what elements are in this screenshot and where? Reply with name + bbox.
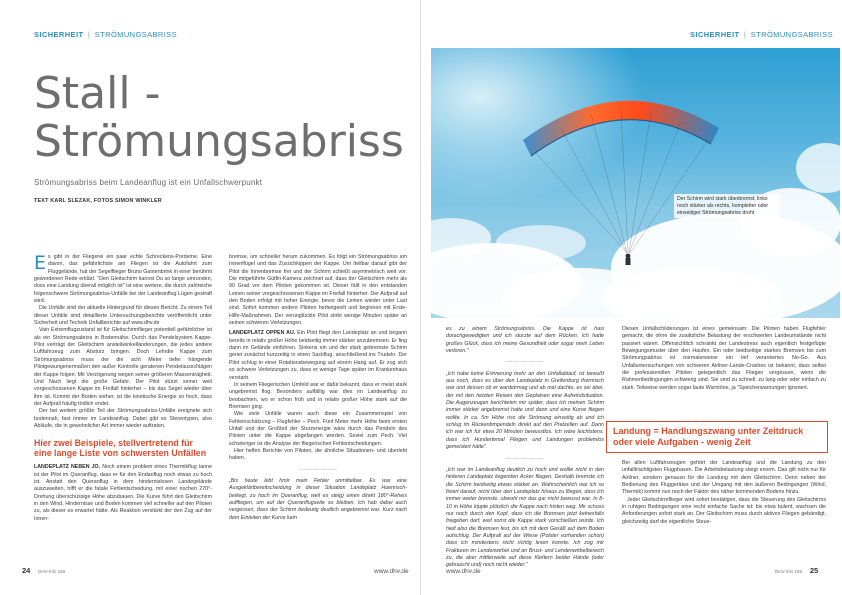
paragraph: Hier helfen Berichte von Piloten, die ähnliche Situationen- und überlebt haben. (229, 447, 407, 462)
article-credits: TEXT KARL SLEZAK, FOTOS SIMON WINKLER (34, 198, 162, 204)
section-label: SICHERHEIT (34, 30, 84, 39)
paragraph: In seinem Fliegerischen Umfeld war er dafür bekannt, dass er meist stark ungebremst flog. Besonders auffällig war dies im Landeanflug zu beobachten, wo er schon früh und in relativ großer Höhe stark auf die Bremsen ging. (229, 381, 407, 410)
paragraph: bremse, um schneller herum zukommen. Es folgt ein Strömungsabriss am Innenflügel und das Zusüchkippen der Kappe. Um Iteilbar darauf gibt der Pilot die Innenbremse frei und der Schirm schießt asymmetrisch weit vor. Die mitgeführte Gütfin-Kamera zeichnet auf, dass der Gleitschirm mehr als 90 Grad vor dem Piloten gekommen ist. Dieser fällt in den entstanden Leinen seiner vorgeschossenen Kappe im Freifall hinterher. Der Aufprall auf den Boden erfolgt mit hoher Energie, bevor die Leinen wieder unter Last sind. Sofort kommen andere Piloten herbeigeeilt und beginnen mit Erste-Hilfe-Maßnahmen. Der verunglückte Pilot stirbt wenige Minuten später an seinen schweren Verletzungen. (229, 254, 407, 327)
paragraph: Der bei weitem größte Teil der Strömungsabriss-Unfälle ereignete sich bodennah, fast immer im Landeanflug. Dabei gibt es Stereotypen, also Abläufe, die in gewohnlicher Art immer wieder auftraten. (34, 408, 212, 429)
section-header-left (34, 30, 177, 39)
paragraph: Die Unfälle sind der aktuelle Hintergrund für diesen Bericht. Zu einem Teil dieser Unfälle sind detaillierte Untersuchungsberichte veröffentlicht unter Sicherheit und Technik Unfallberichte auf www.dhv.de (34, 305, 212, 327)
footer-left (22, 566, 65, 575)
text-column-4-bottom (622, 460, 826, 572)
footer-right (775, 566, 818, 575)
magazine-issue: DHV-Info 189 (38, 569, 66, 574)
quote-paragraph: „Ich war im Landeanflug deutlich zu hoch und wollte nicht in den hinteren Landeplatz liegenden Acker fliegen. Deshalb bremste ich die Schirm beidseitig etwas stärker an. Wahrscheinlich war ich so fixiert darauf, nicht über den Landeplatz hinaus zu fliegen, dass ich immer weiter bremste, obwohl mir das gar nicht bewusst war. In 8-10 m Höhe kippte plötzlich die Kappe nach hinten weg. Mir schoss nur noch durch den Kopf, dass ich die Bremsen jetzt keinesfalls freigeben darf, weil sonst die Kappe stark vorschießen würde. Ich hielt also die Bremsen fest, bis ich mit dem Gesäß auf dem Boden aufschlug. Der Aufprall auf der Wiese (Polster vorhanden schon) dass ich mindestens nicht richtig lesen konnte. Ich zog mir Frakturen im Lendenwirbel und an Brust- und Lendenwirbelbereich zu, die aber mittlerweile auf diese Klettern beider Hände (oder gebraucht und) noch nicht wieder." (446, 466, 604, 569)
title-line-1: Stall - (34, 68, 161, 119)
section-separator: | (743, 30, 747, 39)
paraglider-photo (431, 48, 840, 318)
text-column-2 (229, 254, 407, 572)
article-title (34, 70, 414, 166)
pull-quote-line-2: oder viele Aufgaben - wenig Zeit (613, 437, 751, 447)
sky-illustration (431, 48, 840, 318)
title-line-2: Strömungsabriss (34, 116, 404, 167)
pilot (626, 254, 631, 265)
section-label: SICHERHEIT (690, 30, 740, 39)
page-number: 25 (809, 566, 819, 575)
page-number: 24 (22, 566, 31, 575)
section-separator: | (87, 30, 91, 39)
paragraph: Bei allen Luftfahrzeugen gehört der Landeanflug und die Landung zu den unfallträchtigsten Flugphasen. Die Arbeitsbelastung steigt enorm. Das gilt nicht nur für Airliner, sondern genauso für die Landung mit dem Gleitschirm. Denn neben der Bedienung des Fluggerätes und der Umgang mit den äußeren Bedingungen (Wind, Thermik) kommt nun noch der Faktor des näher kommenden Bodens hinzu. (622, 460, 826, 496)
section-header-right (690, 30, 833, 39)
paragraph: Vain Extremflugzustand ist für Gleitschirmflieger potentiell gefährlicher ist als ein Strömungsabriss in Bodennähe. Durch das Pendelsystem Kappe-Pilot verträgt der Gleitschirm ansteilwinkelländerungen, die jedes andere Luftfahrzeug zum Absturz bringen. Doch Lehrdie Kappe zum Strömungsabriss muss der die acht Meter tiefer hängende Pilotgewungenermaßen den außer Kontrolle geratenen Pendelausschlägen der Kappe folgen. Mit Verzögerung wegen seiner größeren Massenträgheit. Und Nach liegt die große Gefahr. Der Pilot stürzt seiner weit vorgeschossenen Kappe im Freifall hinterher – bis das Segel wieder über ihm ist. Kommt der Boden vorher, ist die kinetische Energie so hoch, dass der Aufprall häufig tödlich endet. (34, 327, 212, 407)
section-topic: STRÖMUNGSABRISS (750, 30, 834, 39)
text-column-3 (446, 326, 604, 572)
paragraph: Diesen Unfallschilderungen ist eines gemeinsam: Die Piloten haben Flugfehler gemacht, die ohne die zusätzliche Belastung der erschwerten Landeumstände nicht passiert wären. Offensichtlich schränkt der Landestress auch eigentlich festgefügte Bewegungsmuster über den Haufen. Ein oder beidseitige starkes Bremsen bis zum Strömungsabriss ist normalerweise ein tief verankertes No-Go. Aus Unfalluntersuchungen von schweren Airliner-Lande-Crashes ist bekannt, dass selbst die professionellen Piloten gelegentlich das Fliegen vergessen, wenn die Rahmenbedingungen schwierig sind. Sie sind zu schnell, zu lang oder oder einfach zu stark. Teilweise werden sogar laute Warntöne, ja "Speicherwarnungen ignoriert. (622, 326, 826, 391)
subheading: Hier zwei Beispiele, stellvertretend für eine lange Liste von schwersten Unfällen (34, 438, 207, 459)
quote-paragraph: es zu einem Strömungsabriss. Die Kappe ist hasi dorachgewedigten und ich sturzte auf dem Rücken. Ich hatte großes Glück, dass ich meine Gesundheit oder sogar mein Leben verloren." (446, 326, 604, 355)
photo-caption: Der Schirm wird stark überbremst, links noch stärker als rechts, kompletter oder einseitiger Strömungsabriss droht (674, 194, 780, 218)
paragraph: Es gibt in der Fliegerei ein paar echte Schreckens-Pordeme. Eine davon, das gefährlichste am Fliegen ist die Autofahrt zum Fluggelände, hat der Segelflieger Bruno Gantenbrink in einer berühmt gewordenen Rede erklärt. "Den Gleitschirm kannst Du so lange umrunden, doss eine Landung überall möglich ist" ist eine weitere, die durch zahlreiche folgenschwere Strömungsabriss-Unfälle bei der Landeanflug Lügen gestraft wird. (34, 254, 212, 305)
drop-cap: E (34, 254, 47, 274)
quote-paragraph: „Ich habe keine Erinnerung mehr an den Unfallablauf, ist bewußt aus noch, dass es über den Landeplatz in Greifenburg thermisch war und dessen ob er wardetrmag und ab mal dachte, es sei aber, der mit den hetzten Reisen den Geplatsen eine Aufwindsituation. Die Augenzeugen berichteten mir später, dass ich meinen Schirm immer stärker angebremst hatte und dann und eine Kurve fliegen wollte. In ca. 5m Höhe riss die Strömung einseitig ab und ich schlug im Rückenbmpendeln direkt auf den Pratzellen auf. Dann ich war ich für etwa 20 Minuten bewusstlos. Ich wäre leichtstens, dass ich Hundertemal Fliegen und Landungen problemlos gemeistert hätte". (446, 370, 604, 451)
pull-quote-line-1: Landung = Handlungszwang unter Zeitdruck (613, 426, 804, 436)
pull-quote (606, 421, 828, 453)
divider: ----------------- (298, 466, 338, 473)
divider: ----------------- (505, 455, 545, 462)
divider: ----------------- (505, 359, 545, 366)
text-column-4-top (622, 326, 826, 418)
paragraph: LANDEPLATZ NEBEN JO. Noch einem problem eines Thermikflug tanne ist der Pilot im Queranflug, dass er für den Endanflug noch etwas zu hoch ist. Anstatt den Queranflug in dem hindernislosen Landegelände auszuweiten, trifft er die fatale Fehlentscheidung, mit einer nochen 270°-Drehung überschüssige Höhe abzubauen. Die Kurve führt den Gleitschirm in den Wind, Hindernisse und Boden kommen viel schneller auf den Piloten zu, als dieser es erwartet hätte. Als Reaktion verstärkt der den Zug auf der Innen- (34, 464, 212, 522)
footer-url-right: www.dhv.de (446, 568, 481, 575)
paragraph: LANDEPLATZ OPPEN AU. Ein Pilot fliegt den Landeplatz an und begann bereits in relativ großer Höhe beidseitig immer stärker anzubremsen. Er fing dann im Gelände einführen. Sinkens ein und der stark gebremste Schirm geriet zunächst kurzzeitig in einen Sackflug, anschließend ins Trudeln. Der Pilot schlug in einer Rotationsbewegung auf einem Hang auf. Er zog sich so schwere Verletzungen zu, dass er wenige Tage später im Krankenhaus verstarb. (229, 330, 407, 381)
article-subtitle: Strömungsabriss beim Landeanflug ist ein Unfallschwerpunkt (34, 178, 263, 187)
paragraph: Wie viele Unfälle waren auch diese ein Zusammenspiel von Fehleinschätzung – Flugfehler – Pech. Fünf Meter mehr Höhe beim ersten Unfall und der Großteil der Sturzenergie wäre durch das Pendeln des Piloten unter die Kappe abgefangen worden. Soviel zum Pech. Viel schwieriger ist die Analyse der fliegerischen Fehlentscheidungen. (229, 411, 407, 447)
inline-label: LANDEPLATZ OPPEN AU. (229, 330, 296, 337)
magazine-issue: DHV-Info 189 (775, 569, 803, 574)
quote-paragraph: „Bis heute lebt hmir mein Fehler unmittelbar. Es war eine Ausgeklärtbereitscheidung in dieser Situation Landeplatz Hoenrisch-beiliegt, zu hoch im Queranflug, weil es steig) einen direkt 180°-Reheis auffliegen, um auf der Queranflugseite so bleiben. Ich hab dabei auch vergessen, dass der Schirm bedeutig deutlich angebremst war. Kurz nach dem Einleiten der Kurve kam (229, 477, 407, 521)
text-column-1 (34, 254, 212, 572)
paragraph: Jeder Gleitschirmflieger wird sofort bestätigen, dass die Steuerung des Gleitschirms in ruhigen Bedingungen eine recht einfache Sache ist: bis etwa bulent, wachsen die Anforderungen sofort stark an. Der Gleitschirm muss durch aktives Fliegen gebändigt, gleichzeitig darf die eigentliche Steue- (622, 496, 826, 525)
section-topic: STRÖMUNGSABRISS (94, 30, 178, 39)
inline-label: LANDEPLATZ NEBEN JO. (34, 464, 101, 471)
footer-url-left: www.dhv.de (374, 568, 409, 575)
